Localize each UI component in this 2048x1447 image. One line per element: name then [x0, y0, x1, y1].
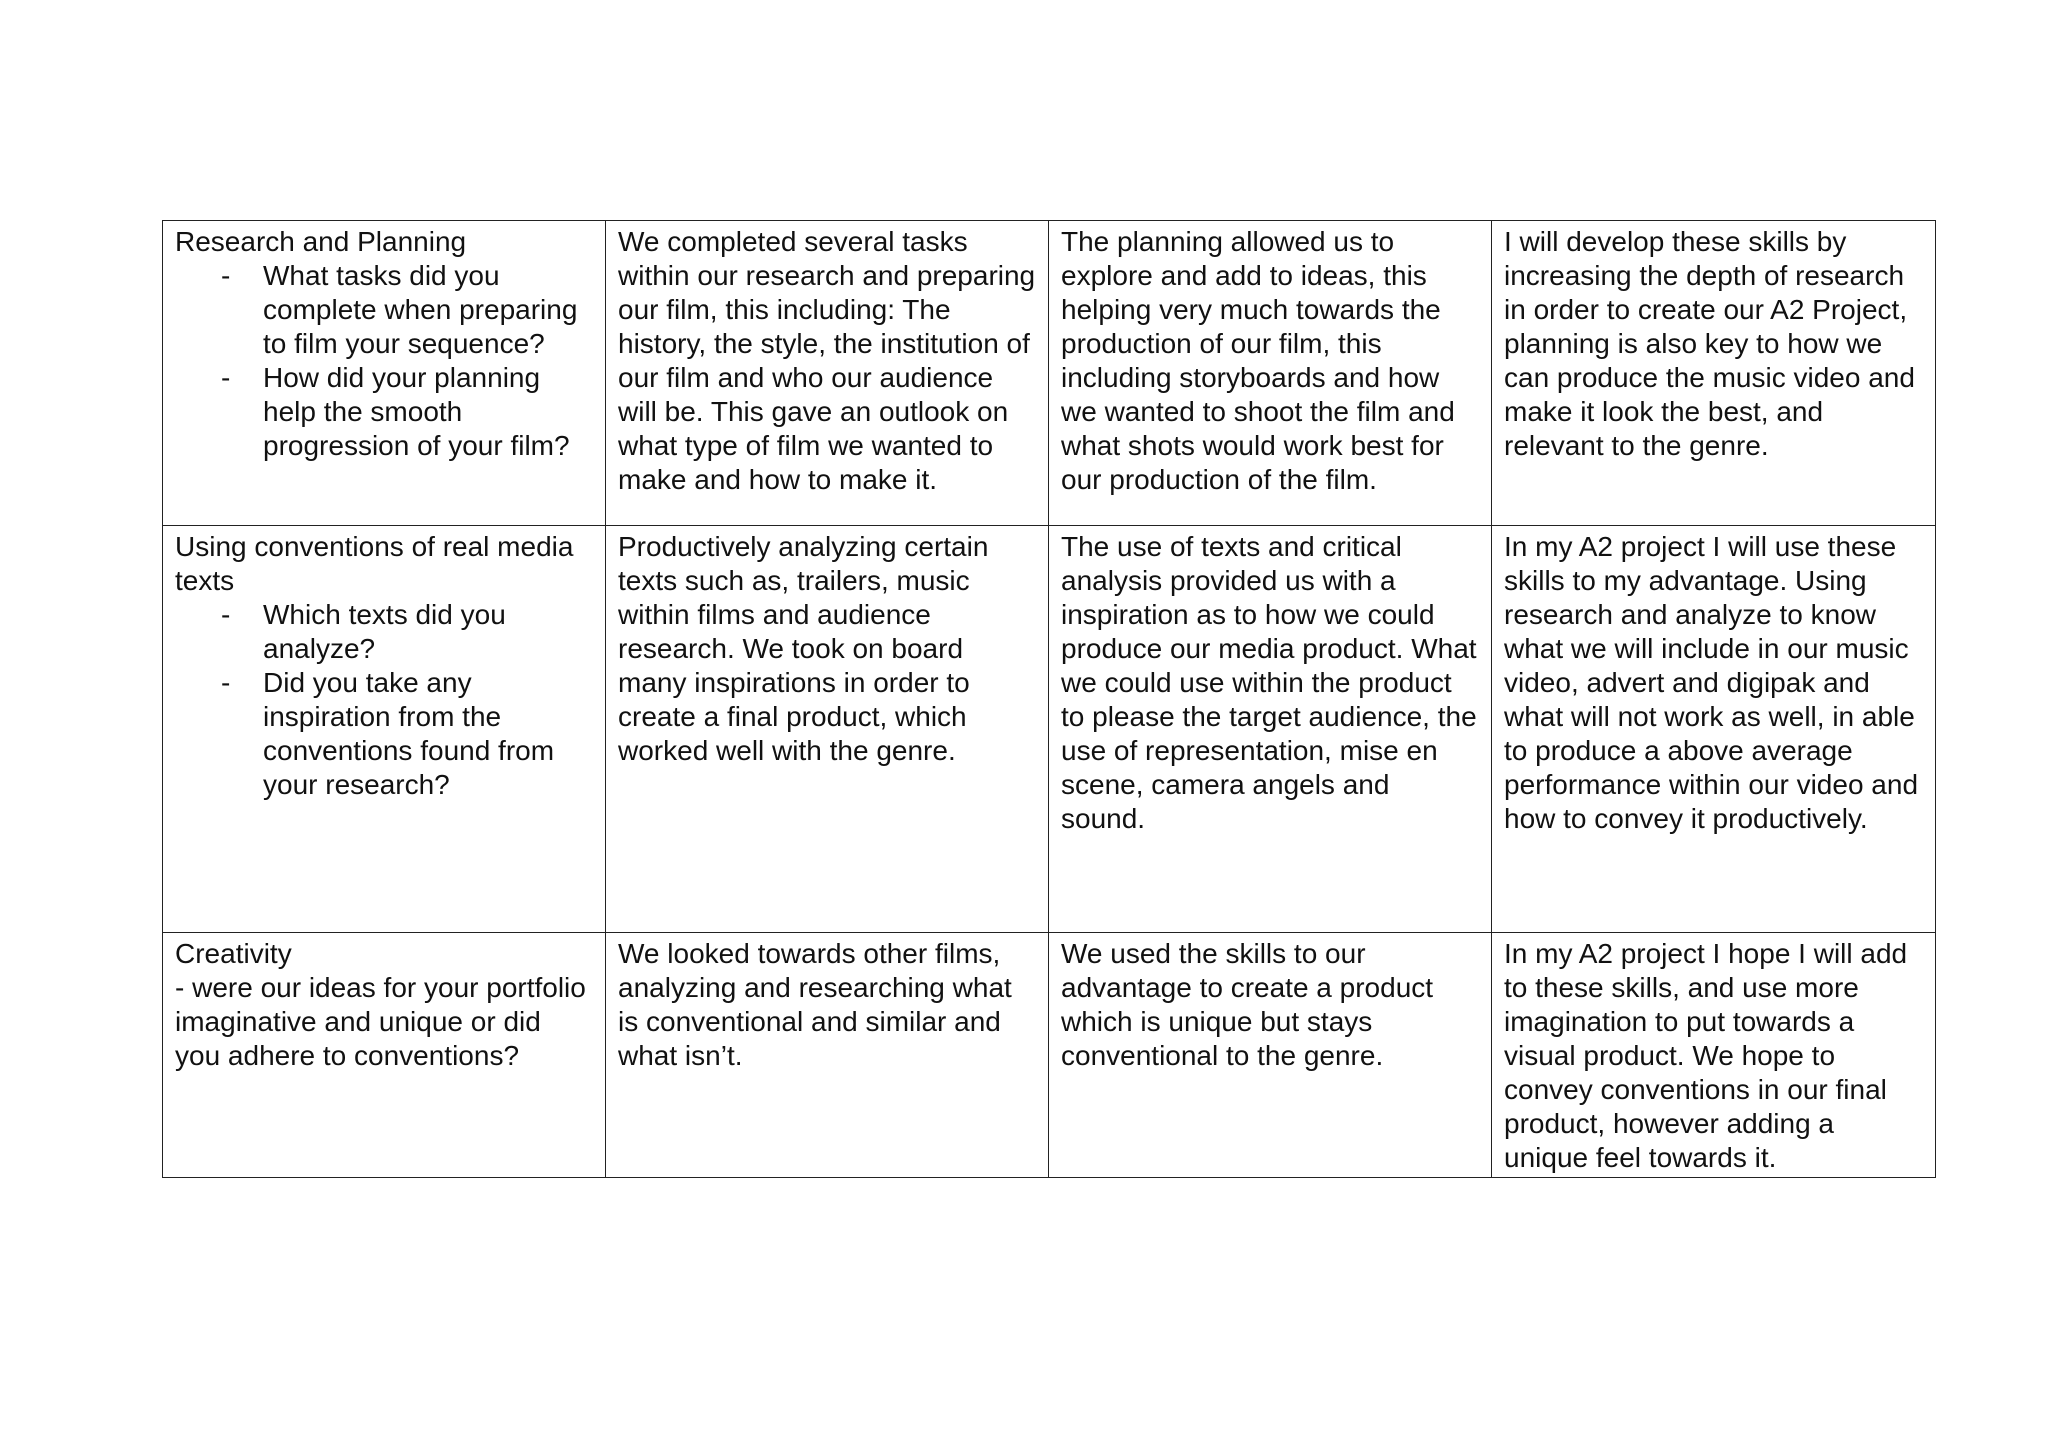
table-row-creativity — [163, 933, 1936, 1178]
criteria-cell — [163, 933, 606, 1178]
cell-text: We used the skills to our advantage to create a product which is unique but stays conventional to the genre. — [1061, 938, 1434, 1071]
what-we-did-cell — [606, 526, 1049, 933]
cell-text: The use of texts and critical analysis provided us with a inspiration as to how we could produce our media product. What we could use within the product to please the target audience, the use of representation, mise en scene, camera angels and sound. — [1061, 531, 1477, 834]
question-text: Did you take any inspiration from the conventions found from your research? — [263, 667, 555, 800]
future-development-cell — [1492, 933, 1936, 1178]
bullet-dash: - — [221, 667, 231, 698]
question-text: How did your planning help the smooth progression of your film? — [263, 362, 570, 461]
criteria-cell — [163, 526, 606, 933]
cell-text: We looked towards other films, analyzing and researching what is conventional and similar and what isn’t. — [618, 938, 1012, 1071]
cell-text: We completed several tasks within our research and preparing our film, this including: The history, the style, the institution of our film and who our audience will be. This gave an outlook on what type of film we wanted to make and how to make it. — [618, 226, 1036, 495]
bullet-dash: - — [221, 362, 231, 393]
cell-text: The planning allowed us to explore and add to ideas, this helping very much towards the production of our film, this including storyboards and how we wanted to shoot the film and what shots would work best for our production of the film. — [1061, 226, 1455, 495]
criteria-title: Research and Planning — [175, 226, 467, 257]
cell-text: In my A2 project I will use these skills to my advantage. Using research and analyze to know what we will include in our music video, advert and digipak and what will not work as well, in able to produce a above average performance within our video and how to convey it productively. — [1504, 531, 1919, 834]
question-item — [221, 259, 593, 361]
question-item — [221, 361, 593, 463]
table-row-conventions — [163, 526, 1936, 933]
table-row-research-planning — [163, 221, 1936, 526]
question-text: Which texts did you analyze? — [263, 599, 506, 664]
future-development-cell — [1492, 221, 1936, 526]
future-development-cell — [1492, 526, 1936, 933]
criteria-title: Creativity — [175, 938, 292, 969]
what-we-did-cell — [606, 933, 1049, 1178]
question-item — [221, 598, 593, 666]
how-it-helped-cell — [1049, 933, 1492, 1178]
evaluation-table — [162, 220, 1936, 1178]
how-it-helped-cell — [1049, 221, 1492, 526]
bullet-dash: - — [221, 599, 231, 630]
criteria-title: Using conventions of real media texts — [175, 531, 574, 596]
what-we-did-cell — [606, 221, 1049, 526]
cell-text: Productively analyzing certain texts such as, trailers, music within films and audience research. We took on board many inspirations in order to create a final product, which worked well with the genre. — [618, 531, 989, 766]
bullet-dash: - — [221, 260, 231, 291]
question-text: What tasks did you complete when preparing to film your sequence? — [263, 260, 578, 359]
question-list — [175, 598, 593, 802]
criteria-cell — [163, 221, 606, 526]
cell-text: In my A2 project I hope I will add to these skills, and use more imagination to put towards a visual product. We hope to convey conventions in our final product, however adding a unique feel towards it. — [1504, 938, 1908, 1173]
question-list — [175, 259, 593, 463]
question-text: - were our ideas for your portfolio imaginative and unique or did you adhere to conventions? — [175, 972, 586, 1071]
how-it-helped-cell — [1049, 526, 1492, 933]
cell-text: I will develop these skills by increasing the depth of research in order to create our A2 Project, planning is also key to how we can produce the music video and make it look the best, and relevant to the genre. — [1504, 226, 1915, 461]
question-item — [221, 666, 593, 802]
